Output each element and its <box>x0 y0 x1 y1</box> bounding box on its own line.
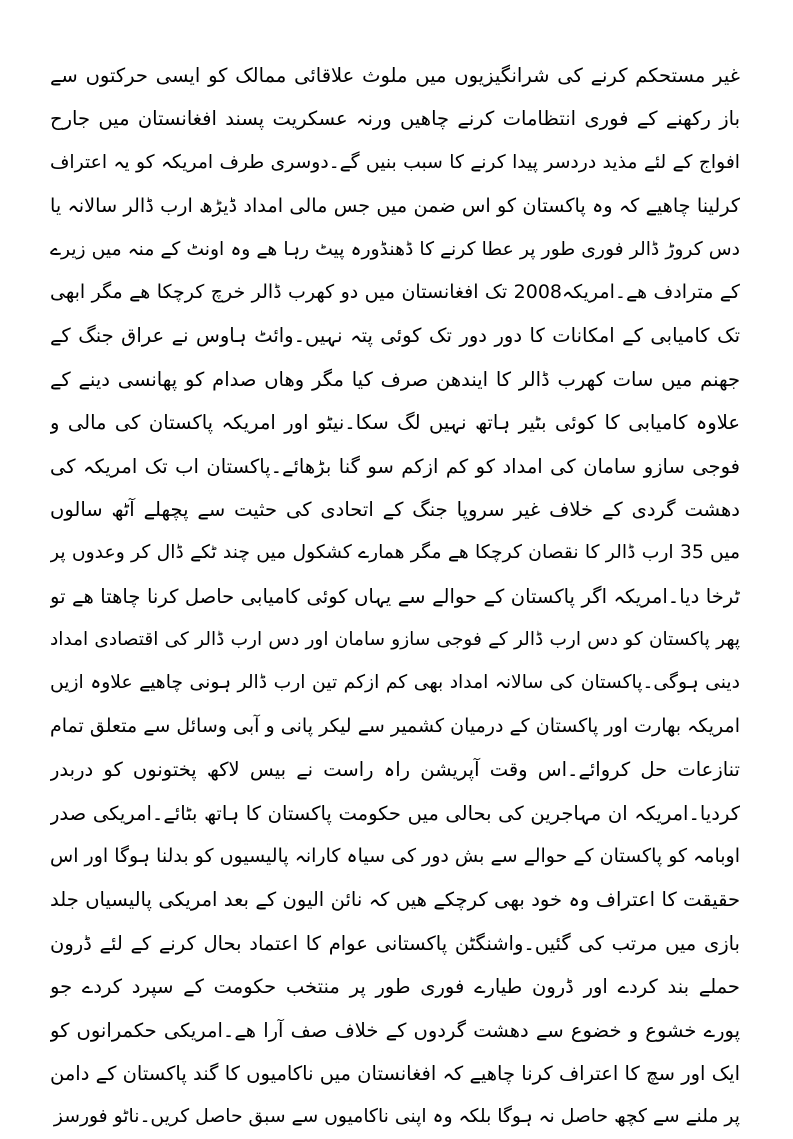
text-line: ایک اور سچ کا اعتراف کرنا چاھیے کہ افغانستان میں ناکامیوں کا گند پاکستان کے دامن <box>50 1061 740 1085</box>
text-line: پورے خشوع و خضوع سے دھشت گردوں کے خلاف صف آرا ھے۔امریکی حکمرانوں کو <box>50 1018 740 1042</box>
text-line: تک کامیابی کے امکانات کا دور دور تک کوئی پتہ نہیں۔وائٹ ہاوس نے عراق جنگ کے <box>50 324 740 348</box>
text-line: دینی ہوگی۔پاکستان کی سالانہ امداد بھی کم ازکم تین ارب ڈالر ہونی چاھیے علاوہ ازیں <box>50 672 740 694</box>
text-line: علاوہ کامیابی کا کوئی بٹیر ہاتھ نہیں لگ سکا۔نیٹو اور امریکہ پاکستان کی مالی و <box>50 411 740 435</box>
text-line: کردیا۔امریکہ ان مہاجرین کی بحالی میں حکومت پاکستان کا ہاتھ بٹائے۔امریکی صدر <box>50 801 740 825</box>
text-line: فوجی سازو سامان کی امداد کو کم ازکم سو گنا بڑھائے۔پاکستان اب تک امریکہ کی <box>50 454 740 478</box>
text-line: اوبامہ کو پاکستان کے حوالے سے بش دور کی سیاہ کارانہ پالیسیوں کو بدلنا ہوگا اور اس <box>50 845 740 868</box>
text-line: دس کروڑ ڈالر فوری طور پر عطا کرنے کا ڈھنڈورہ پیٹ رہا ھے وہ اونٹ کے منہ میں زیرے <box>50 238 740 260</box>
text-line: ٹرخا دیا۔امریکہ اگر پاکستان کے حوالے سے یہاں کوئی کامیابی حاصل کرنا چاھتا ھے تو <box>50 584 740 608</box>
text-line: غیر مستحکم کرنے کی شرانگیزیوں میں ملوث علاقائی ممالک کو ایسی حرکتوں سے <box>50 64 740 87</box>
text-line: کے مترادف ھے۔امریکہ2008 تک افغانستان میں دو کھرب ڈالر خرچ کرچکا ھے مگر ابھی <box>50 280 740 303</box>
text-line: حقیقت کا اعتراف وہ خود بھی کرچکے ھیں کہ نائن الیون کے بعد امریکی پالیسیاں جلد <box>50 888 740 912</box>
text-line: تنازعات حل کروائے۔اس وقت آپریشن راہ راست نے بیس لاکھ پختونوں کو دربدر <box>50 758 740 782</box>
text-line: باز رکھنے کے فوری انتظامات کرنے چاھیں ورنہ عسکریت پسند افغانستان میں جارح <box>50 107 740 131</box>
document-page <box>50 54 740 1139</box>
text-line: دھشت گردی کے خلاف غیر سروپا جنگ کے اتحادی کی حثیت سے پچھلے آٹھ سالوں <box>50 497 740 521</box>
text-line: بازی میں مرتب کی گئیں۔واشنگٹن پاکستانی عوام کا اعتماد بحال کرنے کے لئے ڈرون <box>50 931 740 955</box>
text-line: امریکہ بھارت اور پاکستان کے درمیان کشمیر سے لیکر پانی و آبی وسائل سے متعلق تمام <box>50 714 740 737</box>
text-line: افواج کے لئے مذید دردسر پیدا کرنے کا سبب بنیں گے۔دوسری طرف امریکہ کو یہ اعتراف <box>50 151 740 173</box>
text-line: میں 35 ارب ڈالر کا نقصان کرچکا ھے مگر ھمارے کشکول میں چند ٹکے ڈال کر وعدوں پر <box>50 542 740 564</box>
text-line: پر ملنے سے کچھ حاصل نہ ہوگا بلکہ وہ اپنی ناکامیوں سے سبق حاصل کریں۔ناٹو فورسز <box>53 1106 740 1128</box>
text-line: حملے بند کردے اور ڈرون طیارے فوری طور پر منتخب حکومت کے سپرد کردے جو <box>50 975 740 999</box>
text-line: کرلینا چاھیے کہ وہ پاکستان کو اس ضمن میں جس مالی امداد ڈیڑھ ارب ڈالر سالانہ یا <box>50 194 740 218</box>
text-line: پھر پاکستان کو دس ارب ڈالر کے فوجی سازو سامان اور دس ارب ڈالر کی اقتصادی امداد <box>50 629 740 651</box>
text-line: جھنم میں سات کھرب ڈالر کا ایندھن صرف کیا مگر وھاں صدام کو پھانسی دینے کے <box>50 367 740 391</box>
